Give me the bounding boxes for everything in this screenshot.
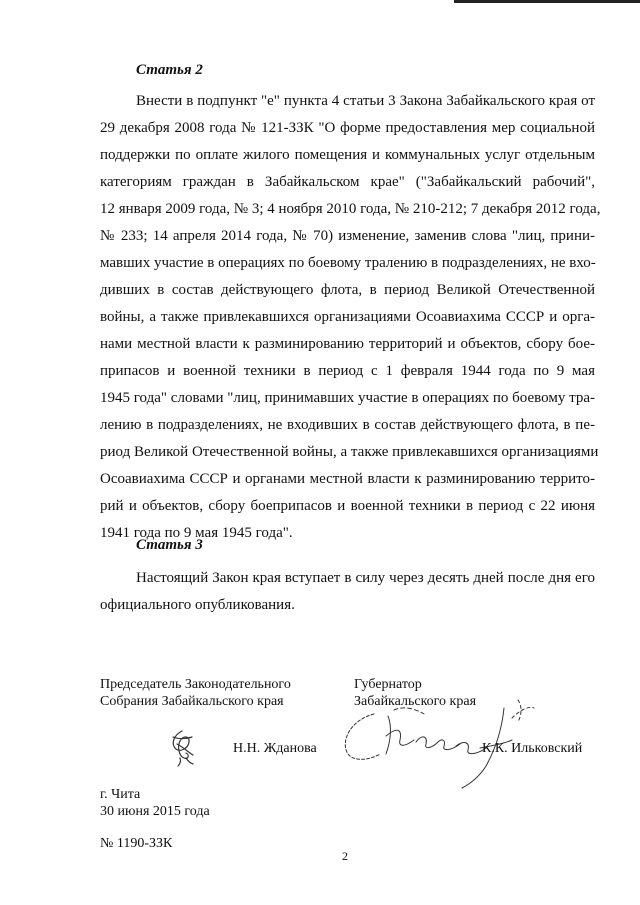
chair-signature: [166, 728, 200, 768]
law-number: № 1190-ЗЗК: [100, 836, 173, 851]
chair-title-line-1: Председатель Законодательного: [100, 677, 291, 692]
article-3-line: Настоящий Закон края вступает в силу через десять дней после дня его: [136, 570, 595, 586]
article-2-line: нами местной власти к разминированию территорий и объектов, сбору бое-: [100, 336, 595, 352]
article-2-line: поддержки по оплате жилого помещения и коммунальных услуг отдельным: [100, 147, 595, 163]
article-2-line: припасов и военной техники в период с 1 февраля 1944 года по 9 мая: [100, 363, 595, 379]
chair-name: Н.Н. Жданова: [233, 741, 317, 756]
top-edge-rule: [454, 0, 640, 3]
article-2-line: дивших в состав действующего флота, в период Великой Отечественной: [100, 282, 595, 298]
article-2-line: войны, а также привлекавшихся организациями Осоавиахима СССР и орга-: [100, 309, 595, 325]
city: г. Чита: [100, 787, 141, 802]
article-2-line: 1945 года" словами "лиц, принимавших участие в операциях по боевому тра-: [100, 390, 595, 406]
article-2-line: № 233; 14 апреля 2014 года, № 70) изменение, заменив слова "лиц, прини-: [100, 228, 595, 244]
governor-name: К.К. Ильковский: [482, 741, 583, 756]
article-2-line: мавших участие в операциях по боевому тралению в подразделениях, не вхо-: [100, 255, 596, 271]
article-2-line: 12 января 2009 года, № 3; 4 ноября 2010 года, № 210-212; 7 декабря 2012 года,: [100, 201, 601, 217]
article-2-line: категориям граждан в Забайкальском крае" ("Забайкальский рабочий",: [100, 174, 595, 190]
article-3-heading: Статья 3: [136, 537, 203, 553]
article-3-line: официального опубликования.: [100, 597, 295, 613]
article-2-line: риод Великой Отечественной войны, а также привлекавшихся организациями: [100, 444, 599, 460]
chair-title-line-2: Собрания Забайкальского края: [100, 694, 284, 709]
governor-title-line-1: Губернатор: [354, 677, 422, 692]
article-2-line: 29 декабря 2008 года № 121-ЗЗК "О форме предоставления мер социальной: [100, 120, 595, 136]
article-2-line: Внести в подпункт "е" пункта 4 статьи 3 Закона Забайкальского края от: [136, 93, 595, 109]
governor-title-line-2: Забайкальского края: [354, 694, 477, 709]
article-2-line: лению в подразделениях, не входивших в состав действующего флота, в пе-: [100, 417, 595, 433]
article-2-line: 1941 года по 9 мая 1945 года".: [100, 525, 293, 541]
article-2-line: рий и объектов, сбору боеприпасов и военной техники в период с 22 июня: [100, 498, 595, 514]
article-2-heading: Статья 2: [136, 62, 203, 78]
page-number: 2: [342, 849, 348, 863]
signing-date: 30 июня 2015 года: [100, 804, 210, 819]
article-2-body: [100, 88, 601, 547]
article-3-body: [100, 565, 595, 619]
article-2-line: Осоавиахима СССР и органами местной власти к разминированию террито-: [100, 471, 595, 487]
